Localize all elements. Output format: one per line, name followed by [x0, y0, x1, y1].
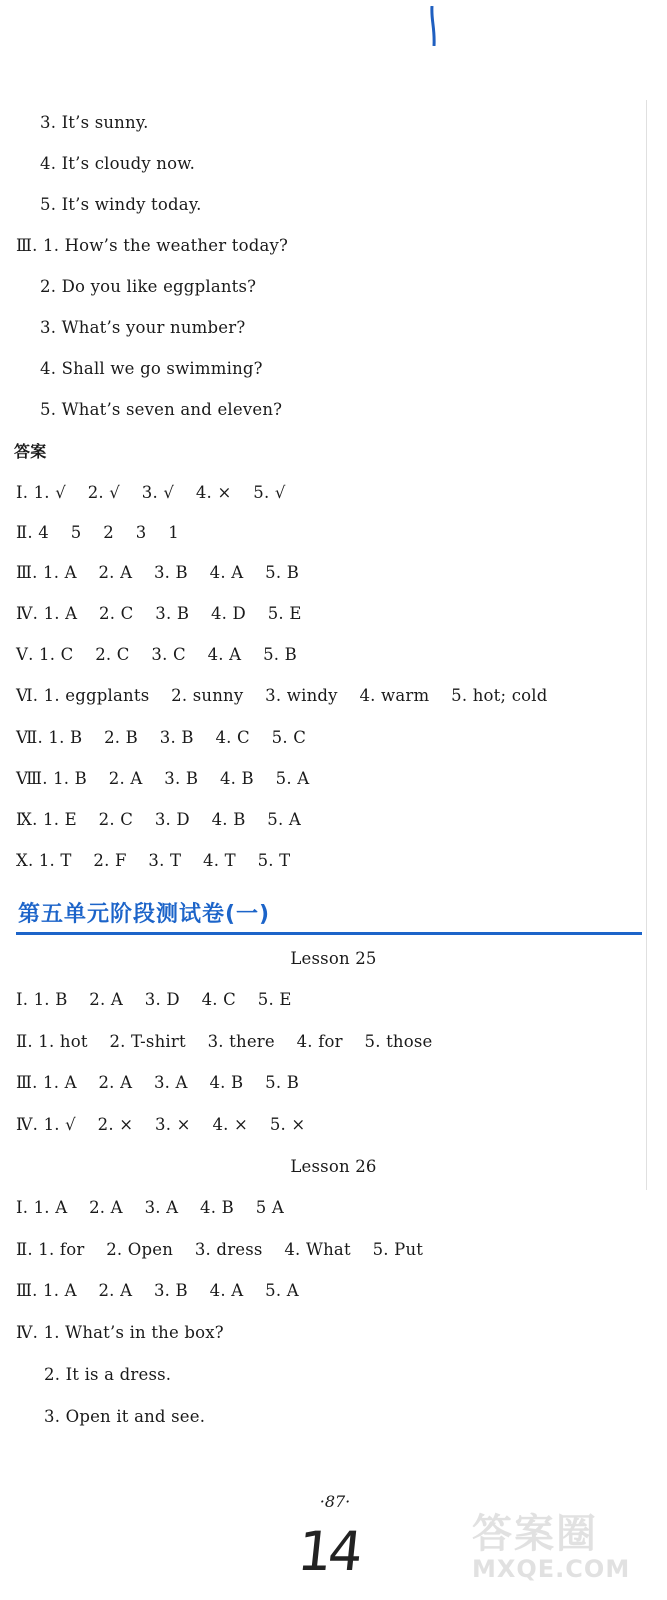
lesson-title: Lesson 25: [290, 949, 377, 968]
answer-line: Ⅳ. 1. A 2. C 3. B 4. D 5. E: [16, 604, 302, 623]
watermark-url: MXQE.COM: [472, 1555, 631, 1583]
text-line: 3. It’s sunny.: [40, 113, 149, 132]
text-line: 5. What’s seven and eleven?: [40, 400, 283, 419]
answer-line: Ⅱ. 1. hot 2. T-shirt 3. there 4. for 5. those: [16, 1032, 433, 1051]
text-line: 2. Do you like eggplants?: [40, 277, 257, 296]
answer-line: Ⅰ. 1. √ 2. √ 3. √ 4. × 5. √: [16, 483, 286, 502]
section-divider: [16, 932, 642, 935]
text-line: 4. It’s cloudy now.: [40, 154, 196, 173]
watermark-logo-text: 答案圈: [472, 1511, 598, 1557]
answer-line: Ⅶ. 1. B 2. B 3. B 4. C 5. C: [16, 728, 307, 747]
answer-line: Ⅴ. 1. C 2. C 3. C 4. A 5. B: [16, 645, 297, 664]
lesson-title: Lesson 26: [290, 1157, 377, 1176]
text-line: Ⅲ. 1. How’s the weather today?: [16, 236, 289, 255]
answer-line: Ⅰ. 1. B 2. A 3. D 4. C 5. E: [16, 990, 292, 1009]
handwritten-number: 14: [294, 1520, 363, 1583]
answer-line: Ⅲ. 1. A 2. A 3. B 4. A 5. B: [16, 563, 300, 582]
section-title: 第五单元阶段测试卷(一): [18, 902, 271, 927]
text-line: 4. Shall we go swimming?: [40, 359, 263, 378]
watermark-logo: [472, 1502, 667, 1600]
answer-line: 3. Open it and see.: [44, 1407, 206, 1426]
text-line: 5. It’s windy today.: [40, 195, 202, 214]
answer-line: 2. It is a dress.: [44, 1365, 172, 1384]
answer-line: Ⅳ. 1. What’s in the box?: [16, 1323, 224, 1342]
text-line: 3. What’s your number?: [40, 318, 246, 337]
scan-edge-line: [646, 100, 647, 1190]
answer-line: Ⅳ. 1. √ 2. × 3. × 4. × 5. ×: [16, 1115, 306, 1134]
page-number: ·87·: [319, 1492, 351, 1511]
answer-line: Ⅲ. 1. A 2. A 3. B 4. A 5. A: [16, 1281, 299, 1300]
answer-line: Ⅹ. 1. T 2. F 3. T 4. T 5. T: [16, 851, 291, 870]
answer-line: Ⅵ. 1. eggplants 2. sunny 3. windy 4. warm 5. hot; cold: [16, 686, 548, 705]
answer-line: Ⅷ. 1. B 2. A 3. B 4. B 5. A: [16, 769, 310, 788]
answer-line: Ⅲ. 1. A 2. A 3. A 4. B 5. B: [16, 1073, 300, 1092]
answer-line: Ⅰ. 1. A 2. A 3. A 4. B 5 A: [16, 1198, 285, 1217]
answer-line: Ⅸ. 1. E 2. C 3. D 4. B 5. A: [16, 810, 302, 829]
pen-stroke-mark: [430, 6, 436, 46]
answers-heading: 答案: [14, 442, 47, 461]
answer-line: Ⅱ. 1. for 2. Open 3. dress 4. What 5. Put: [16, 1240, 424, 1259]
answer-line: Ⅱ. 4 5 2 3 1: [16, 523, 179, 542]
